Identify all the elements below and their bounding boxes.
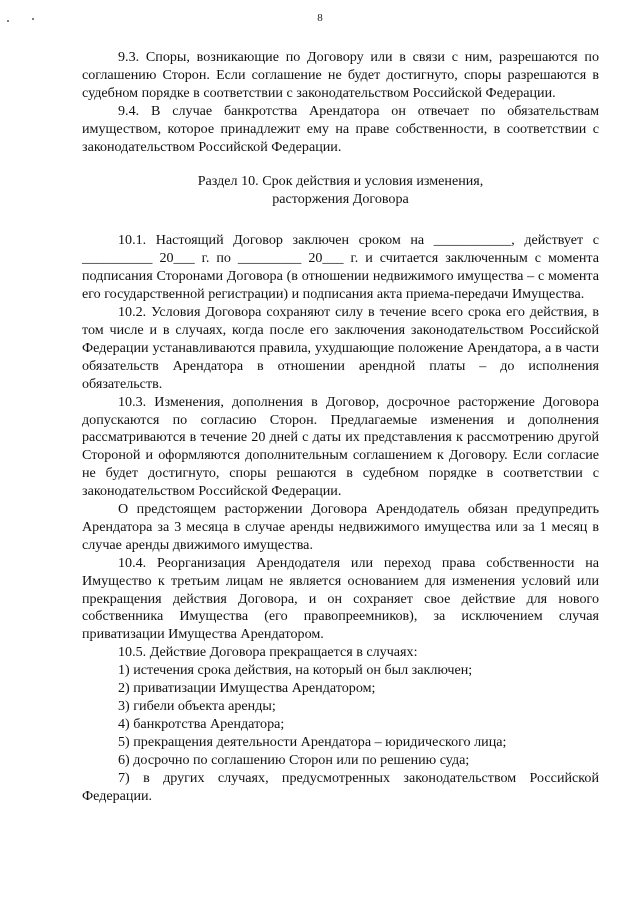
spacer [82,222,599,232]
paragraph-10-1: 10.1. Настоящий Договор заключен сроком на ___________, действует с __________ 20___ г. по _________ 20___ г. и считается заключенным с момента подписания Сторонами Договора (в отношении недвижимого имущества – с момента его государственной регистрации) и подписания акта приема-передачи Имущества. [82,232,599,303]
paragraph-termination-notice: О предстоящем расторжении Договора Арендодатель обязан предупредить Арендатора за 3 месяца в случае аренды недвижимого имущества или за 1 месяц в случае аренды движимого имущества. [82,501,599,553]
section-heading-line-2: расторжения Договора [272,191,409,208]
scan-speck [32,18,34,20]
section-heading [82,172,599,208]
paragraph-10-4: 10.4. Реорганизация Арендодателя или переход права собственности на Имущество к третьим лицам не является основанием для изменения условий или прекращения действия Договора, и он сохраняет свое действие для нового собственника Имущества (его правопреемников), за исключением случая приватизации Имущества Арендатором. [82,554,599,643]
list-item: 4) банкротства Арендатора; [118,715,285,732]
list-item: 7) в других случаях, предусмотренных законодательством Российской Федерации. [82,769,599,804]
section-heading-line-1: Раздел 10. Срок действия и условия изменения, [197,173,484,190]
paragraph-10-5: 10.5. Действие Договора прекращается в случаях: [118,644,418,661]
list-item: 6) досрочно по соглашению Сторон или по решению суда; [118,751,470,768]
page-number: 8 [317,12,323,24]
scan-speck [7,20,9,22]
paragraph-10-3: 10.3. Изменения, дополнения в Договор, досрочное расторжение Договора допускаются по согласию Сторон. Предлагаемые изменения и дополнения рассматриваются в течение 20 дней с даты их представления к рассмотрению другой Стороной и оформляются дополнительным соглашением к Договору. Если согласие не будет достигнуто, споры решаются в судебном порядке в соответствии с законодательством Российской Федерации. [82,393,599,500]
list-item: 3) гибели объекта аренды; [118,698,276,714]
list-item: 2) приватизации Имущества Арендатором; [118,680,376,697]
paragraph-10-2: 10.2. Условия Договора сохраняют силу в течение всего срока его действия, в том числе и в случаях, когда после его заключения законодательством Российской Федерации устанавливаются правила, ухудшающие положение Арендатора, а в части обязательств Арендатора в отношении арендной платы – до исполнения обязательств. [82,304,599,392]
paragraph-9-4: 9.4. В случае банкротства Арендатора он отвечает по обязательствам имуществом, которое принадлежит ему на праве собственности, в соответствии с законодательством Российской Федерации. [82,102,599,155]
paragraph-9-3: 9.3. Споры, возникающие по Договору или в связи с ним, разрешаются по соглашению Сторон. Если соглашение не будет достигнуто, споры разрешаются в судебном порядке в соответствии с законодательством Российской Федерации. [82,49,599,101]
list-item: 5) прекращения деятельности Арендатора – юридического лица; [118,733,507,750]
list-item: 1) истечения срока действия, на который он был заключен; [118,662,473,679]
document-body [82,49,599,805]
